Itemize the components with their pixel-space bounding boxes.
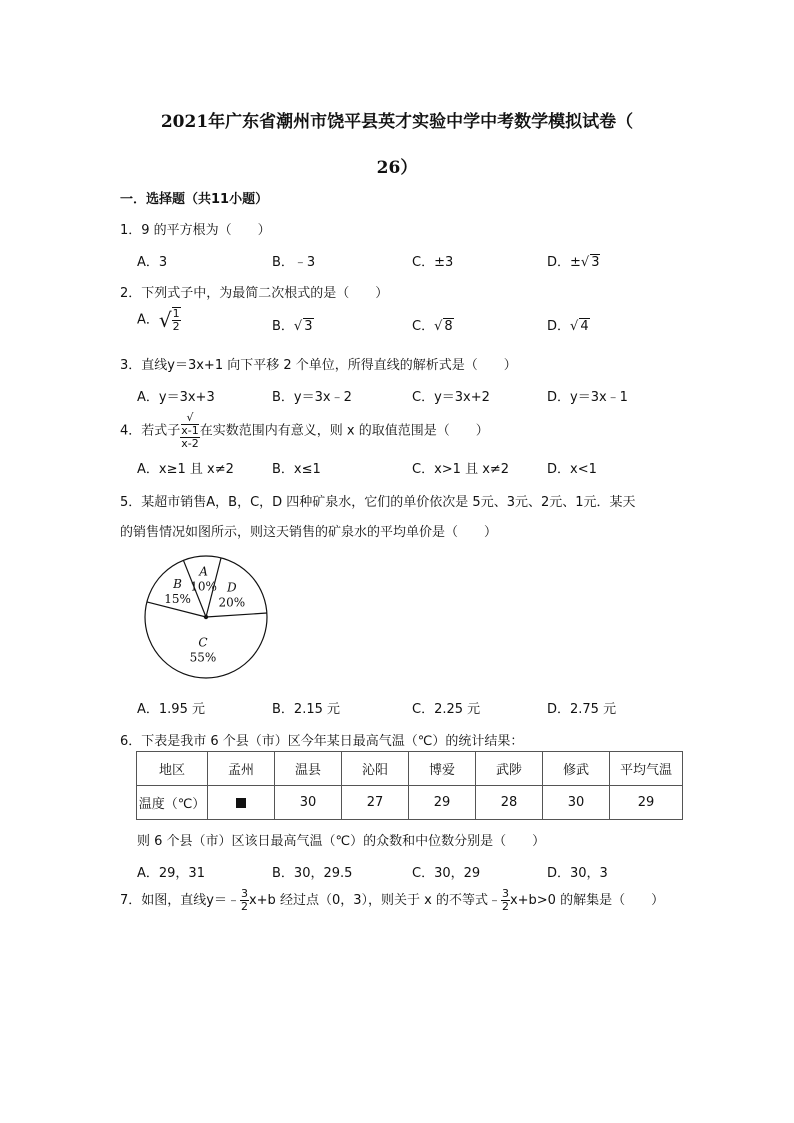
- table-cell: 30: [543, 786, 610, 820]
- table-cell: 27: [342, 786, 409, 820]
- pie-chart: [140, 553, 275, 683]
- pie-percent-b: 15%: [164, 592, 191, 607]
- q2-option-a: A．√ $\frac{1}{2}$: [137, 307, 180, 333]
- table-cell: 29: [610, 786, 683, 820]
- pie-label-a: A: [199, 564, 208, 579]
- q1-option-d: D．±√ 3: [547, 255, 600, 270]
- q2-option-c: C．√ 8: [412, 319, 453, 334]
- question-6-followup: 则 6 个县（市）区该日最高气温（℃）的众数和中位数分别是（ ）: [137, 834, 546, 849]
- pie-percent-d: 20%: [218, 595, 246, 610]
- q6-option-d: D．30，3: [547, 866, 608, 881]
- section-heading: 一．选择题（共11小题）: [120, 192, 269, 207]
- temperature-table: [136, 751, 683, 820]
- pie-percent-c: 55%: [189, 650, 217, 665]
- table-cell: 28: [476, 786, 543, 820]
- table-header-cell: 修武: [543, 752, 610, 786]
- q4-option-a: A．x≥1 且 x≠2: [137, 462, 234, 477]
- page-title: 2021年广东省潮州市饶平县英才实验中学中考数学模拟试卷（: [160, 112, 634, 132]
- table-header-cell: 平均气温: [610, 752, 683, 786]
- q5-option-d: D．2.75 元: [547, 702, 617, 717]
- q1-option-c: C．±3: [412, 255, 454, 270]
- question-5-stem-line2: 的销售情况如图所示，则这天销售的矿泉水的平均单价是（ ）: [120, 525, 498, 540]
- black-square-icon: [236, 798, 246, 808]
- question-4-stem: 4．若式子 √ x-1 x-2 在实数范围内有意义，则 x 的取值范围是（ ）: [120, 411, 489, 450]
- page-title-continued: 26）: [376, 158, 418, 178]
- q3-option-c: C．y＝3x+2: [412, 390, 490, 405]
- q6-option-b: B．30，29.5: [272, 866, 353, 881]
- pie-percent-a: 10%: [190, 579, 217, 594]
- q5-option-a: A．1.95 元: [137, 702, 205, 717]
- pie-label-b: B: [173, 577, 182, 592]
- q2-option-b: B．√ 3: [272, 319, 313, 334]
- q1-option-b: B．﹣3: [272, 255, 316, 270]
- q6-option-c: C．30，29: [412, 866, 481, 881]
- q1-option-a: A．3: [137, 255, 168, 270]
- question-3-stem: 3．直线y＝3x+1 向下平移 2 个单位，所得直线的解析式是（ ）: [120, 358, 517, 373]
- q5-option-c: C．2.25 元: [412, 702, 481, 717]
- q3-option-a: A．y＝3x+3: [137, 390, 215, 405]
- question-6-stem: 6．下表是我市 6 个县（市）区今年某日最高气温（℃）的统计结果：: [120, 734, 524, 749]
- q4-option-c: C．x>1 且 x≠2: [412, 462, 510, 477]
- table-header-cell: 沁阳: [342, 752, 409, 786]
- q4-option-d: D．x<1: [547, 462, 597, 477]
- q4-option-b: B．x≤1: [272, 462, 321, 477]
- table-row-label: 温度（℃）: [137, 786, 208, 820]
- table-header-cell: 地区: [137, 752, 208, 786]
- table-header-cell: 温县: [275, 752, 342, 786]
- q5-option-b: B．2.15 元: [272, 702, 340, 717]
- question-7-stem: 7．如图，直线y＝﹣ $\frac{3}{2}$ x+b 经过点（0，3），则关于 x 的不等式﹣ $\frac{3}{2}$ x+b>0 的解集是（ ）: [120, 887, 665, 913]
- pie-center-dot: [204, 615, 208, 619]
- q2-option-d: D．√ 4: [547, 319, 589, 334]
- table-header-cell: 孟州: [208, 752, 275, 786]
- table-row: [137, 786, 683, 820]
- q3-option-b: B．y＝3x﹣2: [272, 390, 352, 405]
- q3-option-d: D．y＝3x﹣1: [547, 390, 628, 405]
- table-header-row: [137, 752, 683, 786]
- table-header-cell: 武陟: [476, 752, 543, 786]
- question-2-stem: 2．下列式子中，为最简二次根式的是（ ）: [120, 286, 389, 301]
- pie-label-d: D: [226, 580, 237, 595]
- question-1-stem: 1．9 的平方根为（ ）: [120, 223, 271, 238]
- q6-option-a: A．29，31: [137, 866, 205, 881]
- table-cell: 29: [409, 786, 476, 820]
- pie-label-c: C: [198, 635, 208, 650]
- unknown-value-cell: [208, 786, 275, 820]
- table-cell: 30: [275, 786, 342, 820]
- question-5-stem-line1: 5．某超市销售A，B，C，D 四种矿泉水，它们的单价依次是 5元、3元、2元、1元．某天: [120, 495, 636, 510]
- table-header-cell: 博爱: [409, 752, 476, 786]
